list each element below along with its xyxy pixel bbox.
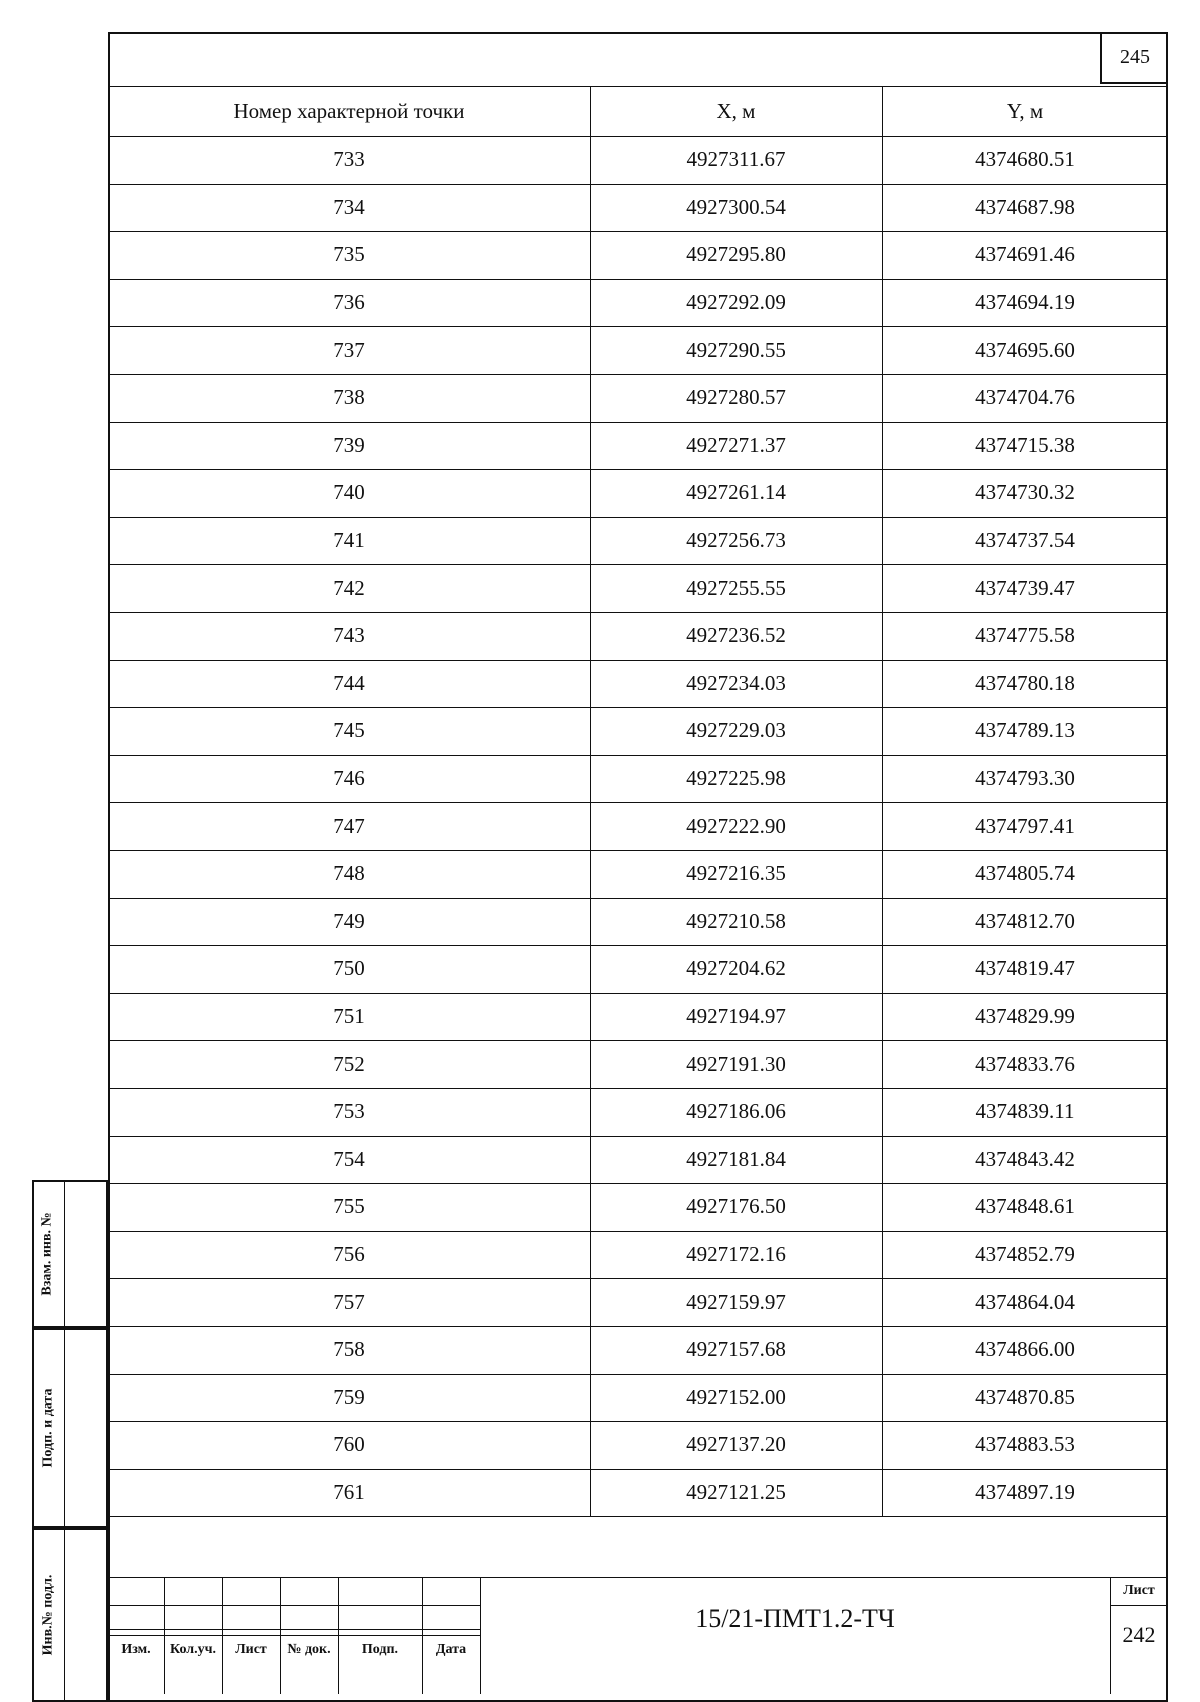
title-block-column-label: № док. [287, 1642, 331, 1657]
sheet-number: 245 [1120, 45, 1150, 68]
x-coordinate-cell: 4927225.98 [686, 766, 786, 791]
point-number-cell: 749 [333, 908, 365, 933]
y-coordinate-cell: 4374730.32 [975, 480, 1075, 505]
y-coordinate-cell: 4374897.19 [975, 1480, 1075, 1505]
y-coordinate-cell: 4374852.79 [975, 1242, 1075, 1267]
y-coordinate-cell: 4374883.53 [975, 1432, 1075, 1457]
x-coordinate-cell: 4927172.16 [686, 1242, 786, 1267]
point-number-cell: 737 [333, 337, 365, 362]
x-coordinate-cell: 4927194.97 [686, 1004, 786, 1029]
point-number-cell: 750 [333, 956, 365, 981]
y-coordinate-cell: 4374715.38 [975, 432, 1075, 457]
title-block-column-label: Дата [435, 1642, 467, 1657]
x-coordinate-cell: 4927216.35 [686, 861, 786, 886]
y-coordinate-cell: 4374793.30 [975, 766, 1075, 791]
sheet-number-box [1100, 32, 1168, 84]
point-number-cell: 734 [333, 194, 365, 219]
point-number-cell: 746 [333, 766, 365, 791]
y-coordinate-cell: 4374805.74 [975, 861, 1075, 886]
x-coordinate-cell: 4927157.68 [686, 1337, 786, 1362]
y-coordinate-cell: 4374843.42 [975, 1146, 1075, 1171]
point-number-cell: 748 [333, 861, 365, 886]
y-coordinate-cell: 4374829.99 [975, 1004, 1075, 1029]
side-stamp-label-wrap [32, 1180, 64, 1328]
point-number-cell: 733 [333, 147, 365, 172]
y-coordinate-cell: 4374789.13 [975, 718, 1075, 743]
x-coordinate-cell: 4927121.25 [686, 1480, 786, 1505]
column-header: X, м [716, 98, 756, 123]
point-number-cell: 755 [333, 1194, 365, 1219]
y-coordinate-cell: 4374775.58 [975, 623, 1075, 648]
x-coordinate-cell: 4927159.97 [686, 1289, 786, 1314]
point-number-cell: 743 [333, 623, 365, 648]
y-coordinate-cell: 4374687.98 [975, 194, 1075, 219]
y-coordinate-cell: 4374797.41 [975, 813, 1075, 838]
point-number-cell: 740 [333, 480, 365, 505]
point-number-cell: 738 [333, 385, 365, 410]
point-number-cell: 739 [333, 432, 365, 457]
x-coordinate-cell: 4927311.67 [686, 147, 786, 172]
y-coordinate-cell: 4374739.47 [975, 575, 1075, 600]
side-stamp-divider [64, 1328, 65, 1528]
y-coordinate-cell: 4374864.04 [975, 1289, 1075, 1314]
x-coordinate-cell: 4927292.09 [686, 290, 786, 315]
side-stamp-label: Взам. инв. № [40, 1212, 56, 1296]
point-number-cell: 742 [333, 575, 365, 600]
y-coordinate-cell: 4374812.70 [975, 908, 1075, 933]
point-number-cell: 741 [333, 528, 365, 553]
title-block-column-label: Лист [235, 1642, 267, 1657]
point-number-cell: 753 [333, 1099, 365, 1124]
y-coordinate-cell: 4374870.85 [975, 1384, 1075, 1409]
x-coordinate-cell: 4927137.20 [686, 1432, 786, 1457]
point-number-cell: 736 [333, 290, 365, 315]
row-rule [108, 1516, 1168, 1517]
x-coordinate-cell: 4927152.00 [686, 1384, 786, 1409]
y-coordinate-cell: 4374780.18 [975, 670, 1075, 695]
title-block-column-label: Изм. [121, 1642, 151, 1657]
x-coordinate-cell: 4927236.52 [686, 623, 786, 648]
point-number-cell: 754 [333, 1146, 365, 1171]
sheet-value: 242 [1122, 1622, 1156, 1647]
side-stamp-label-wrap [32, 1328, 64, 1528]
side-stamp-label-wrap [32, 1528, 64, 1702]
column-header: Номер характерной точки [233, 98, 465, 123]
x-coordinate-cell: 4927234.03 [686, 670, 786, 695]
column-header: Y, м [1006, 98, 1044, 123]
y-coordinate-cell: 4374695.60 [975, 337, 1075, 362]
side-stamp-divider [64, 1180, 65, 1328]
point-number-cell: 758 [333, 1337, 365, 1362]
point-number-cell: 759 [333, 1384, 365, 1409]
y-coordinate-cell: 4374819.47 [975, 956, 1075, 981]
y-coordinate-cell: 4374737.54 [975, 528, 1075, 553]
x-coordinate-cell: 4927280.57 [686, 385, 786, 410]
x-coordinate-cell: 4927210.58 [686, 908, 786, 933]
point-number-cell: 757 [333, 1289, 365, 1314]
x-coordinate-cell: 4927204.62 [686, 956, 786, 981]
point-number-cell: 761 [333, 1480, 365, 1505]
title-block-column-label: Кол.уч. [169, 1642, 217, 1657]
point-number-cell: 760 [333, 1432, 365, 1457]
x-coordinate-cell: 4927300.54 [686, 194, 786, 219]
side-stamp-divider [64, 1528, 65, 1702]
y-coordinate-cell: 4374833.76 [975, 1051, 1075, 1076]
title-block-top-rule [108, 1577, 1168, 1578]
x-coordinate-cell: 4927256.73 [686, 528, 786, 553]
x-coordinate-cell: 4927186.06 [686, 1099, 786, 1124]
y-coordinate-cell: 4374839.11 [975, 1099, 1075, 1124]
y-coordinate-cell: 4374694.19 [975, 290, 1075, 315]
side-stamp-label: Подп. и дата [40, 1388, 55, 1468]
point-number-cell: 745 [333, 718, 365, 743]
x-coordinate-cell: 4927229.03 [686, 718, 786, 743]
x-coordinate-cell: 4927271.37 [686, 432, 786, 457]
point-number-cell: 735 [333, 242, 365, 267]
x-coordinate-cell: 4927181.84 [686, 1146, 786, 1171]
y-coordinate-cell: 4374866.00 [975, 1337, 1075, 1362]
x-coordinate-cell: 4927176.50 [686, 1194, 786, 1219]
x-coordinate-cell: 4927222.90 [686, 813, 786, 838]
sheet-label: Лист [1123, 1583, 1155, 1598]
sheet-label-rule [1110, 1605, 1168, 1606]
x-coordinate-cell: 4927261.14 [686, 480, 786, 505]
y-coordinate-cell: 4374680.51 [975, 147, 1075, 172]
x-coordinate-cell: 4927295.80 [686, 242, 786, 267]
y-coordinate-cell: 4374848.61 [975, 1194, 1075, 1219]
point-number-cell: 756 [333, 1242, 365, 1267]
document-code: 15/21-ПМТ1.2-ТЧ [695, 1604, 895, 1633]
x-coordinate-cell: 4927191.30 [686, 1051, 786, 1076]
point-number-cell: 747 [333, 813, 365, 838]
y-coordinate-cell: 4374704.76 [975, 385, 1075, 410]
title-block-column-label: Подп. [361, 1642, 399, 1657]
side-stamp-label: Инв.№ подл. [40, 1574, 55, 1656]
y-coordinate-cell: 4374691.46 [975, 242, 1075, 267]
point-number-cell: 752 [333, 1051, 365, 1076]
point-number-cell: 744 [333, 670, 365, 695]
point-number-cell: 751 [333, 1004, 365, 1029]
x-coordinate-cell: 4927255.55 [686, 575, 786, 600]
x-coordinate-cell: 4927290.55 [686, 337, 786, 362]
